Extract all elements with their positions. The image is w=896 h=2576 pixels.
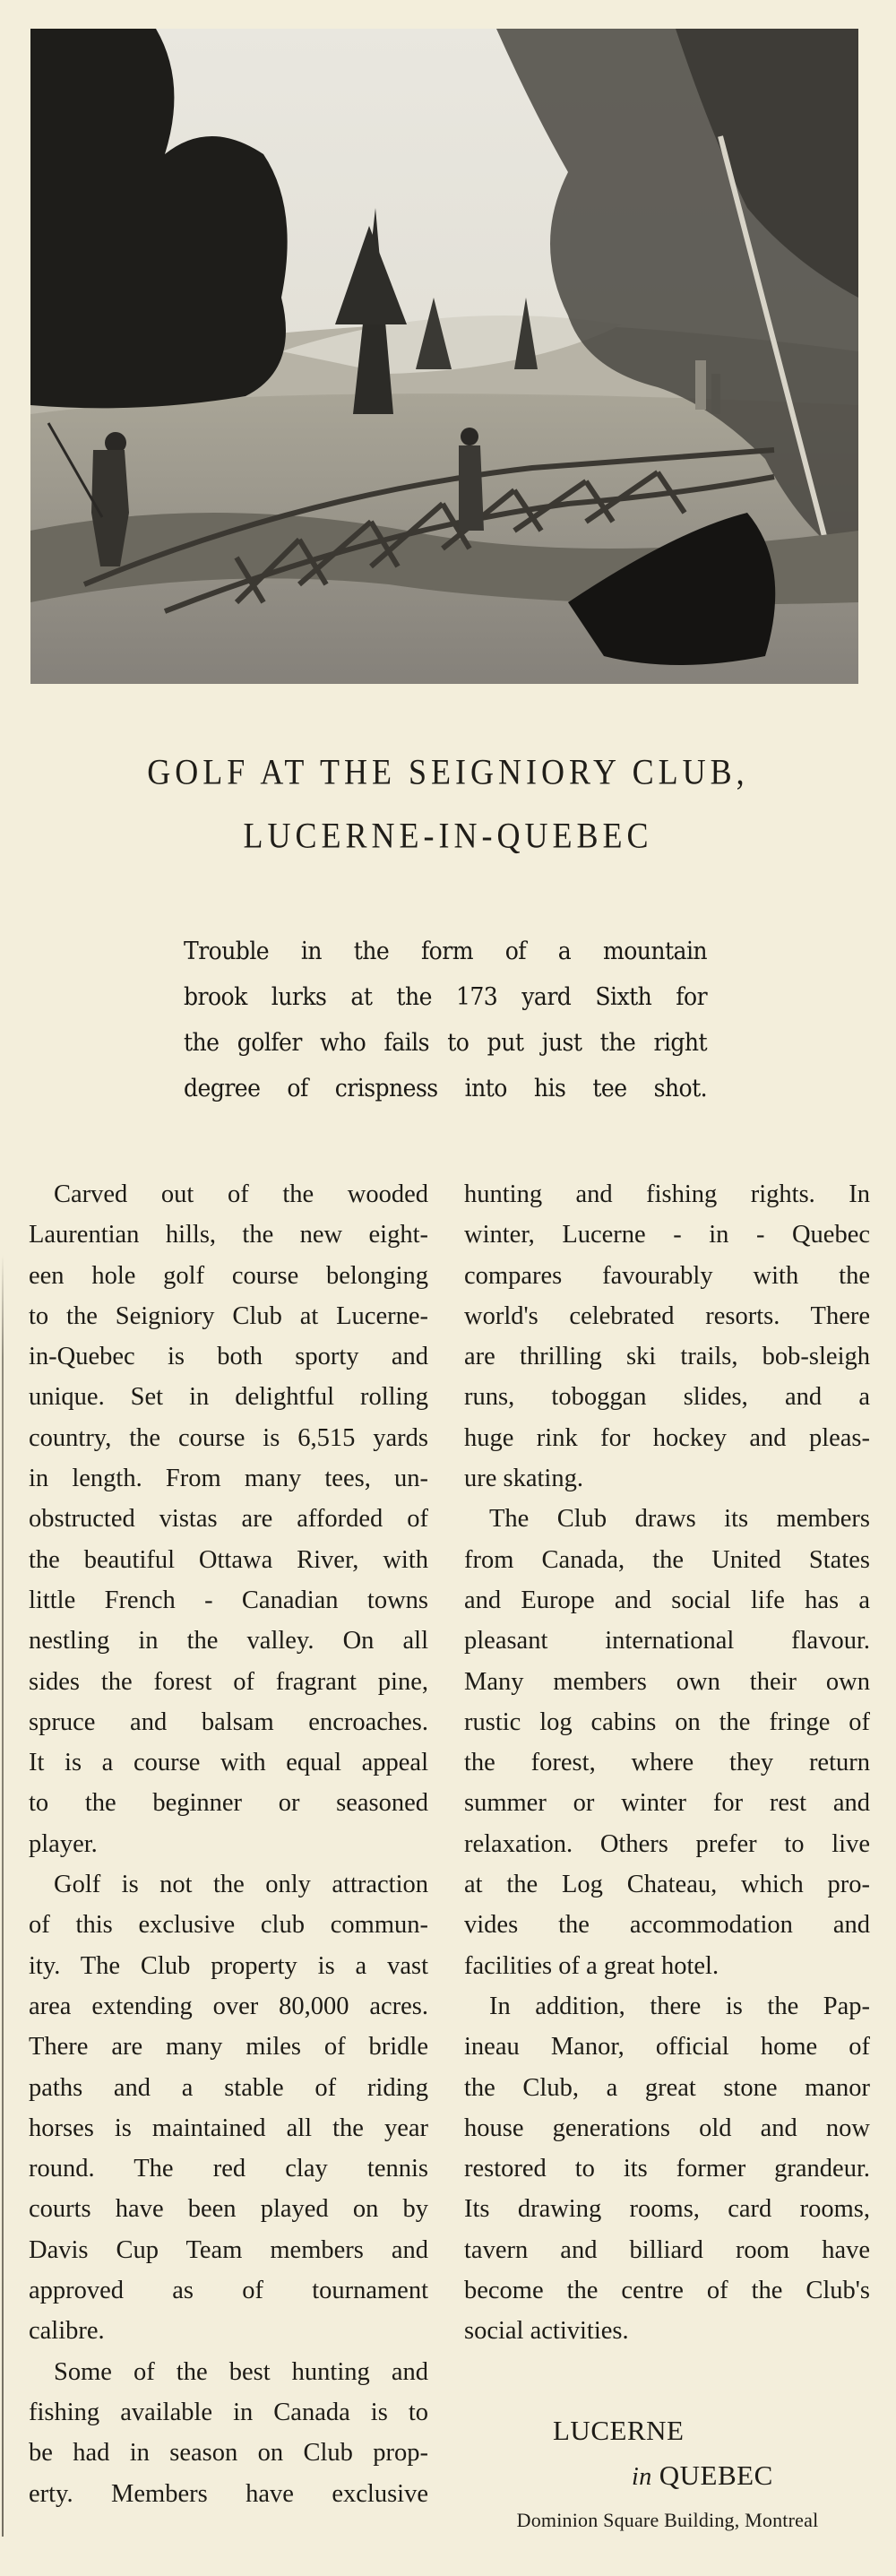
- body-text-line: and Europe and social life has a: [464, 1586, 870, 1614]
- body-text-line: compares favourably with the: [464, 1261, 870, 1290]
- body-column-right: [464, 1174, 870, 2352]
- body-text-line: relaxation. Others prefer to live: [464, 1829, 870, 1858]
- body-text-line: the Club, a great stone manor: [464, 2073, 870, 2102]
- body-text-line: ure skating.: [464, 1465, 583, 1493]
- body-text-line: paths and a stable of riding: [29, 2073, 428, 2102]
- body-text-line: pleasant international flavour.: [464, 1627, 870, 1655]
- body-text-line: spruce and balsam encroaches.: [29, 1707, 428, 1736]
- signature-lucerne: LUCERNE: [553, 2415, 685, 2446]
- body-text-line: restored to its former grandeur.: [464, 2155, 870, 2183]
- body-text-line: in length. From many tees, un-: [29, 1465, 428, 1493]
- signature-in: in: [632, 2463, 652, 2491]
- body-text-line: the beautiful Ottawa River, with: [29, 1545, 428, 1574]
- caption-line: the golfer who fails to put just the right: [184, 1029, 708, 1057]
- body-text-line: Laurentian hills, the new eight-: [29, 1221, 428, 1249]
- body-text-line: Its drawing rooms, card rooms,: [464, 2195, 870, 2224]
- body-text-line: facilities of a great hotel.: [464, 1951, 719, 1980]
- body-text-line: house generations old and now: [464, 2114, 870, 2142]
- body-text-line: horses is maintained all the year: [29, 2114, 428, 2142]
- body-text-line: The Club draws its members: [489, 1505, 870, 1534]
- body-text-line: to the beginner or seasoned: [29, 1789, 428, 1818]
- body-text-line: It is a course with equal appeal: [29, 1749, 428, 1777]
- headline-line-1: GOLF AT THE SEIGNIORY CLUB,: [147, 751, 749, 792]
- signature-address: Dominion Square Building, Montreal: [516, 2509, 819, 2531]
- body-text-line: little French - Canadian towns: [29, 1586, 428, 1614]
- body-text-line: Carved out of the wooded: [54, 1180, 428, 1208]
- photo-illustration: [30, 29, 858, 684]
- body-text-line: ity. The Club property is a vast: [29, 1951, 428, 1980]
- body-text-line: Davis Cup Team members and: [29, 2235, 428, 2264]
- body-text-line: approved as of tournament: [29, 2277, 428, 2305]
- body-text-line: Golf is not the only attraction: [54, 1871, 428, 1899]
- body-text-line: world's celebrated resorts. There: [464, 1301, 870, 1330]
- body-text-line: runs, toboggan slides, and a: [464, 1383, 870, 1412]
- body-text-line: the forest, where they return: [464, 1749, 870, 1777]
- body-text-line: In addition, there is the Pap-: [489, 1992, 870, 2020]
- body-text-line: Some of the best hunting and: [54, 2357, 428, 2386]
- caption-line: degree of crispness into his tee shot.: [184, 1075, 708, 1102]
- caption-line: Trouble in the form of a mountain: [184, 938, 708, 965]
- body-text-line: vides the accommodation and: [464, 1911, 870, 1940]
- signature-in-quebec: [632, 2459, 773, 2492]
- body-text-line: area extending over 80,000 acres.: [29, 1992, 428, 2020]
- body-text-line: There are many miles of bridle: [29, 2033, 428, 2062]
- body-text-line: sides the forest of fragrant pine,: [29, 1667, 428, 1696]
- body-text-line: hunting and fishing rights. In: [464, 1180, 870, 1208]
- body-text-line: een hole golf course belonging: [29, 1261, 428, 1290]
- body-text-line: at the Log Chateau, which pro-: [464, 1871, 870, 1899]
- body-text-line: unique. Set in delightful rolling: [29, 1383, 428, 1412]
- body-text-line: player.: [29, 1829, 98, 1858]
- body-text-line: summer or winter for rest and: [464, 1789, 870, 1818]
- body-text-line: Many members own their own: [464, 1667, 870, 1696]
- body-text-line: erty. Members have exclusive: [29, 2479, 428, 2508]
- body-text-line: become the centre of the Club's: [464, 2277, 870, 2305]
- body-text-line: ineau Manor, official home of: [464, 2033, 870, 2062]
- golf-course-photo: [30, 29, 858, 684]
- body-text-line: round. The red clay tennis: [29, 2155, 428, 2183]
- body-text-line: huge rink for hockey and pleas-: [464, 1423, 870, 1452]
- body-column-left: [29, 1174, 428, 2514]
- body-text-line: obstructed vistas are afforded of: [29, 1505, 428, 1534]
- body-text-line: courts have been played on by: [29, 2195, 428, 2224]
- body-text-line: from Canada, the United States: [464, 1545, 870, 1574]
- headline-line-2: LUCERNE-IN-QUEBEC: [243, 815, 653, 856]
- body-text-line: nestling in the valley. On all: [29, 1627, 428, 1655]
- page-edge-rule: [2, 1255, 4, 2537]
- body-text-line: calibre.: [29, 2317, 105, 2346]
- photo-caption: [184, 929, 708, 1111]
- body-text-line: fishing available in Canada is to: [29, 2398, 428, 2426]
- body-text-line: of this exclusive club commun-: [29, 1911, 428, 1940]
- body-text-line: in-Quebec is both sporty and: [29, 1343, 428, 1371]
- body-text-line: rustic log cabins on the fringe of: [464, 1707, 870, 1736]
- body-text-line: are thrilling ski trails, bob-sleigh: [464, 1343, 870, 1371]
- body-text-line: country, the course is 6,515 yards: [29, 1423, 428, 1452]
- body-text-line: to the Seigniory Club at Lucerne-: [29, 1301, 428, 1330]
- caption-line: brook lurks at the 173 yard Sixth for: [184, 983, 708, 1011]
- body-text-line: tavern and billiard room have: [464, 2235, 870, 2264]
- body-text-line: winter, Lucerne - in - Quebec: [464, 1221, 870, 1249]
- body-text-line: be had in season on Club prop-: [29, 2439, 428, 2468]
- body-text-line: social activities.: [464, 2317, 629, 2346]
- signature-quebec: QUEBEC: [659, 2459, 773, 2491]
